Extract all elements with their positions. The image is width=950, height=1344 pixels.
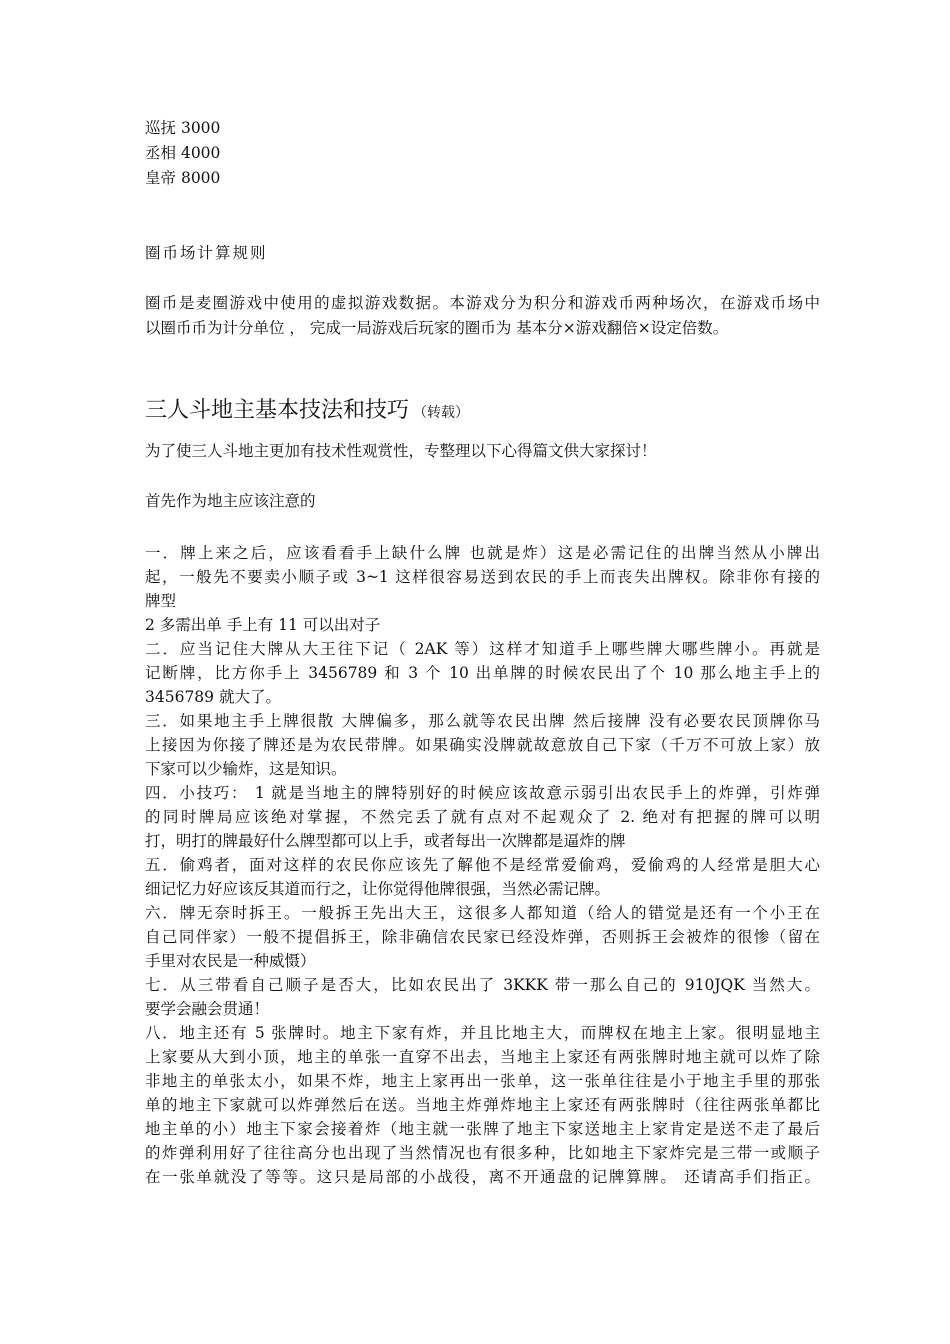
tip-line: 在一张单就没了等等。这只是局部的小战役，离不开通盘的记牌算牌。 还请高手们指正。 [145, 1168, 820, 1186]
rank-name: 丞相 [145, 144, 177, 162]
article-title-note: （转载） [413, 405, 470, 421]
tip-line: 八．地主还有 5 张牌时。地主下家有炸，并且比地主大，而牌权在地主上家。很明显地主 [145, 1024, 820, 1042]
tip-line: 四．小技巧： 1 就是当地主的牌特别好的时候应该故意示弱引出农民手上的炸弹，引炸弹 [145, 784, 820, 802]
article-title [145, 396, 469, 428]
article-title-text: 三人斗地主基本技法和技巧 [145, 398, 410, 423]
tip-line: 三．如果地主手上牌很散 大牌偏多，那么就等农民出牌 然后接牌 没有必要农民顶牌你马 [145, 712, 820, 730]
tip-line: 非地主的单张太小，如果不炸，地主上家再出一张单，这一张单往往是小于地主手里的那张 [145, 1072, 820, 1090]
tip-line: 打，明打的牌最好什么牌型都可以上手，或者每出一次牌都是逼炸的牌 [145, 832, 626, 850]
tip-line: 要学会融会贯通！ [145, 1000, 270, 1018]
landlord-heading: 首先作为地主应该注意的 [145, 492, 316, 510]
coin-rule-line: 以圈币币为计分单位 ， 完成一局游戏后玩家的圈币为 基本分×游戏翻倍×设定倍数。 [145, 319, 729, 337]
tip-line: 五．偷鸡者，面对这样的农民你应该先了解他不是经常爱偷鸡，爱偷鸡的人经常是胆大心 [145, 856, 820, 874]
tip-line: 的同时牌局应该绝对掌握，不然完丢了就有点对不起观众了 2. 绝对有把握的牌可以明 [145, 808, 820, 826]
tip-line: 3456789 就大了。 [145, 688, 281, 706]
rank-name: 巡抚 [145, 119, 177, 137]
tip-line: 牌型 [145, 592, 177, 610]
tip-line: 单的地主下家就可以炸弹然后在送。当地主炸弹炸地主上家还有两张牌时（往往两张单都比 [145, 1096, 820, 1114]
coin-heading: 圈币场计算规则 [145, 244, 268, 262]
rank-row [145, 118, 820, 138]
tip-line: 自己同伴家）一般不提倡拆王，除非确信农民家已经没炸弹，否则拆王会被炸的很惨（留在 [145, 928, 820, 946]
rank-score: 8000 [180, 169, 221, 187]
tip-line: 六．牌无奈时拆王。一般拆王先出大王，这很多人都知道（给人的错觉是还有一个小王在 [145, 904, 820, 922]
tip-line: 细记忆力好应该反其道而行之，让你觉得他牌很强，当然必需记牌。 [145, 880, 611, 898]
intro-line: 为了使三人斗地主更加有技术性观赏性，专整理以下心得篇文供大家探讨！ [145, 442, 657, 460]
tip-line: 记断牌，比方你手上 3456789 和 3 个 10 出单牌的时候农民出了个 10 那么地主手上的 [145, 664, 820, 682]
rank-name: 皇帝 [145, 169, 177, 187]
tip-line: 上接因为你接了牌还是为农民带牌。如果确实没牌就故意放自己下家（千万不可放上家）放 [145, 736, 820, 754]
rank-row [145, 168, 820, 188]
tip-line: 手里对农民是一种威慑） [145, 952, 316, 970]
rank-score: 3000 [180, 119, 221, 137]
tip-line: 一．牌上来之后，应该看看手上缺什么牌 也就是炸）这是必需记住的出牌当然从小牌出 [145, 544, 820, 562]
tip-line: 的炸弹利用好了往往高分也出现了当然情况也有很多种，比如地主下家炸完是三带一或顺子 [145, 1144, 820, 1162]
tip-line: 2 多需出单 手上有 11 可以出对子 [145, 616, 381, 634]
tip-line: 下家可以少输炸，这是知识。 [145, 760, 347, 778]
tip-line: 起，一般先不要卖小顺子或 3~1 这样很容易送到农民的手上而丧失出牌权。除非你有接的 [145, 568, 820, 586]
tip-line: 地主单的小）地主下家会接着炸（地主就一张牌了地主下家送地主上家肯定是送不走了最后 [145, 1120, 820, 1138]
tip-line: 上家要从大到小顶，地主的单张一直穿不出去，当地主上家还有两张牌时地主就可以炸了除 [145, 1048, 820, 1066]
tip-line: 二．应当记住大牌从大王往下记（ 2AK 等）这样才知道手上哪些牌大哪些牌小。再就是 [145, 640, 820, 658]
tip-line: 七．从三带看自己顺子是否大，比如农民出了 3KKK 带一那么自己的 910JQK 当然大。 [145, 976, 820, 994]
rank-score: 4000 [180, 144, 221, 162]
coin-rule-line: 圈币是麦圈游戏中使用的虚拟游戏数据。本游戏分为积分和游戏币两种场次，在游戏币场中 [145, 294, 820, 312]
rank-row [145, 143, 820, 163]
